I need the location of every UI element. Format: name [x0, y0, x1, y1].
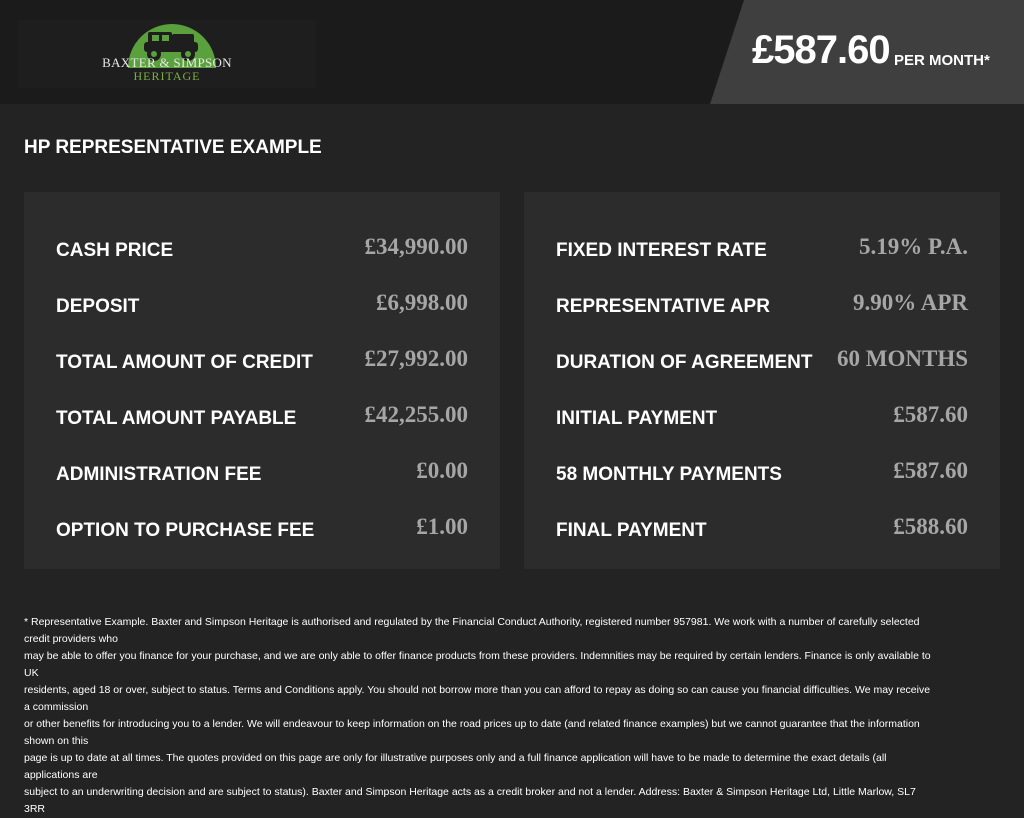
disclaimer-line: page is up to date at all times. The quotes provided on this page are only for illustrative purposes only and a full finance application will have to be made to determine the exact details (all applications are	[24, 752, 887, 781]
row-label: REPRESENTATIVE APR	[556, 296, 770, 317]
row-value: £27,992.00	[364, 346, 468, 371]
section-title: HP REPRESENTATIVE EXAMPLE	[24, 137, 322, 158]
row-label: DURATION OF AGREEMENT	[556, 352, 813, 373]
row-label: TOTAL AMOUNT PAYABLE	[56, 408, 297, 429]
row-label: 58 MONTHLY PAYMENTS	[556, 464, 782, 485]
row-value: 60 MONTHS	[837, 346, 968, 371]
finance-row-monthly-payments	[556, 452, 968, 488]
finance-row-total-payable	[56, 396, 468, 432]
finance-row-initial-payment	[556, 396, 968, 432]
row-value: £588.60	[893, 514, 968, 539]
finance-details-left	[24, 192, 500, 569]
disclaimer-line: * Representative Example. Baxter and Simpson Heritage is authorised and regulated by the Financial Conduct Authority, registered number 957981. We work with a number of carefully selected credit providers who	[24, 616, 920, 645]
row-label: CASH PRICE	[56, 240, 174, 261]
row-label: INITIAL PAYMENT	[556, 408, 718, 429]
row-value: £1.00	[416, 514, 468, 539]
finance-row-final-payment	[556, 508, 968, 544]
finance-disclaimer	[24, 614, 936, 818]
finance-row-cash-price	[56, 228, 468, 264]
finance-row-total-credit	[56, 340, 468, 376]
brand-subtitle: HERITAGE	[133, 69, 201, 83]
disclaimer-line: or other benefits for introducing you to a lender. We will endeavour to keep information on the road prices up to date (and related finance examples) but we cannot guarantee that the information shown on this	[24, 718, 920, 747]
disclaimer-line: may be able to offer you finance for your purchase, and we are only able to offer finance products from these providers. Indemnities may be required by certain lenders. Finance is only available to UK	[24, 650, 931, 679]
row-label: FINAL PAYMENT	[556, 520, 707, 541]
row-value: £0.00	[416, 458, 468, 483]
brand-name: BAXTER & SIMPSON	[102, 55, 232, 70]
row-value: £587.60	[893, 402, 968, 427]
row-value: £587.60	[893, 458, 968, 483]
monthly-price-suffix: PER MONTH*	[894, 52, 990, 69]
row-label: DEPOSIT	[56, 296, 140, 317]
finance-row-duration	[556, 340, 968, 376]
finance-row-deposit	[56, 284, 468, 320]
row-label: ADMINISTRATION FEE	[56, 464, 262, 485]
finance-row-interest-rate	[556, 228, 968, 264]
row-label: TOTAL AMOUNT OF CREDIT	[56, 352, 313, 373]
monthly-price: £587.60	[752, 28, 890, 72]
row-value: £34,990.00	[364, 234, 468, 259]
row-value: £6,998.00	[376, 290, 468, 315]
row-value: 5.19% P.A.	[858, 234, 968, 259]
row-value: £42,255.00	[364, 402, 468, 427]
row-label: FIXED INTEREST RATE	[556, 240, 767, 261]
finance-details-right	[524, 192, 1000, 569]
finance-row-admin-fee	[56, 452, 468, 488]
row-value: 9.90% APR	[853, 290, 968, 315]
header-bar	[0, 0, 1024, 104]
row-label: OPTION TO PURCHASE FEE	[56, 520, 315, 541]
disclaimer-line: residents, aged 18 or over, subject to status. Terms and Conditions apply. You should not borrow more than you can afford to repay as doing so can cause you financial difficulties. We may receive a commission	[24, 684, 931, 713]
brand-logo[interactable]	[18, 20, 316, 88]
disclaimer-line: subject to an underwriting decision and are subject to status). Baxter and Simpson Heritage acts as a credit broker and not a lender. Address: Baxter & Simpson Heritage Ltd, Little Marlow, SL7 3RR	[24, 786, 916, 815]
finance-row-apr	[556, 284, 968, 320]
finance-row-option-fee	[56, 508, 468, 544]
